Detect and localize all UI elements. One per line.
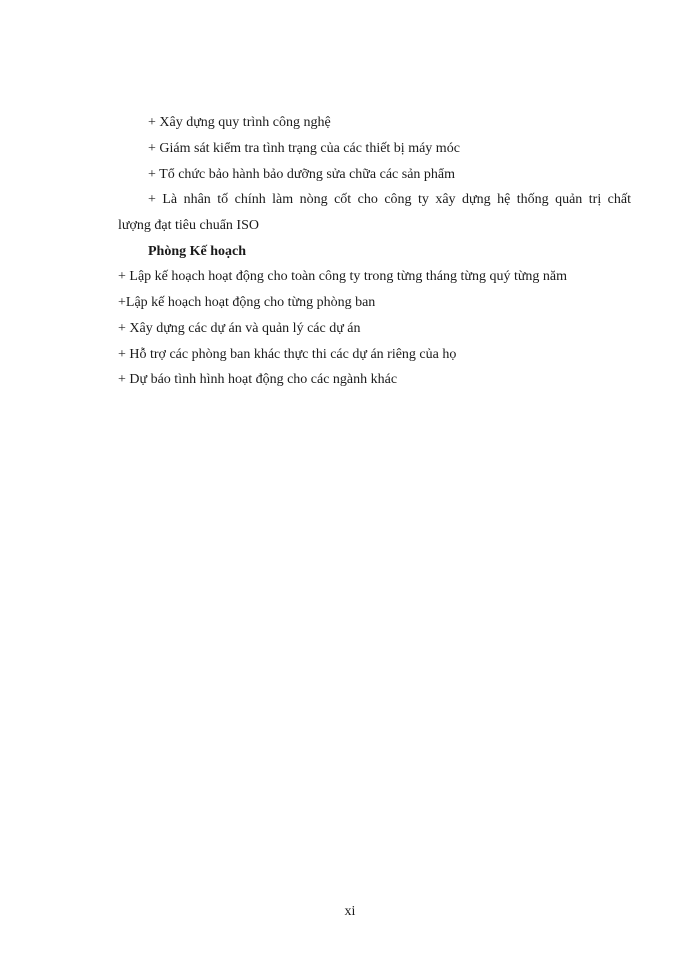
list-item-xay-dung-du-an: + Xây dựng các dự án và quản lý các dự án	[118, 321, 361, 336]
page-number: xi	[344, 904, 356, 919]
list-item-bao-hanh-bao-duong: + Tổ chức bảo hành bảo dưỡng sửa chữa các sản phẩm	[148, 167, 456, 182]
list-item-lap-ke-hoach-cong-ty: + Lập kế hoạch hoạt động cho toàn công ty trong từng tháng từng quý từng năm	[118, 269, 568, 284]
list-item-nong-cot-iso-continuation: lượng đạt tiêu chuẩn ISO	[118, 218, 259, 233]
list-item-ho-tro-phong-ban: + Hỗ trợ các phòng ban khác thực thi các dự án riêng của họ	[118, 347, 457, 362]
list-item-quy-trinh-cong-nghe: + Xây dựng quy trình công nghệ	[148, 115, 331, 130]
section-heading-phong-ke-hoach: Phòng Kế hoạch	[148, 244, 247, 259]
list-item-lap-ke-hoach-phong-ban: +Lập kế hoạch hoạt động cho từng phòng ban	[118, 295, 376, 310]
list-item-giam-sat-thiet-bi: + Giám sát kiểm tra tình trạng của các thiết bị máy móc	[148, 141, 460, 156]
list-item-du-bao-hoat-dong: + Dự báo tình hình hoạt động cho các ngành khác	[118, 372, 398, 387]
list-item-nong-cot-iso: + Là nhân tố chính làm nòng cốt cho công ty xây dựng hệ thống quản trị chất	[148, 192, 631, 207]
